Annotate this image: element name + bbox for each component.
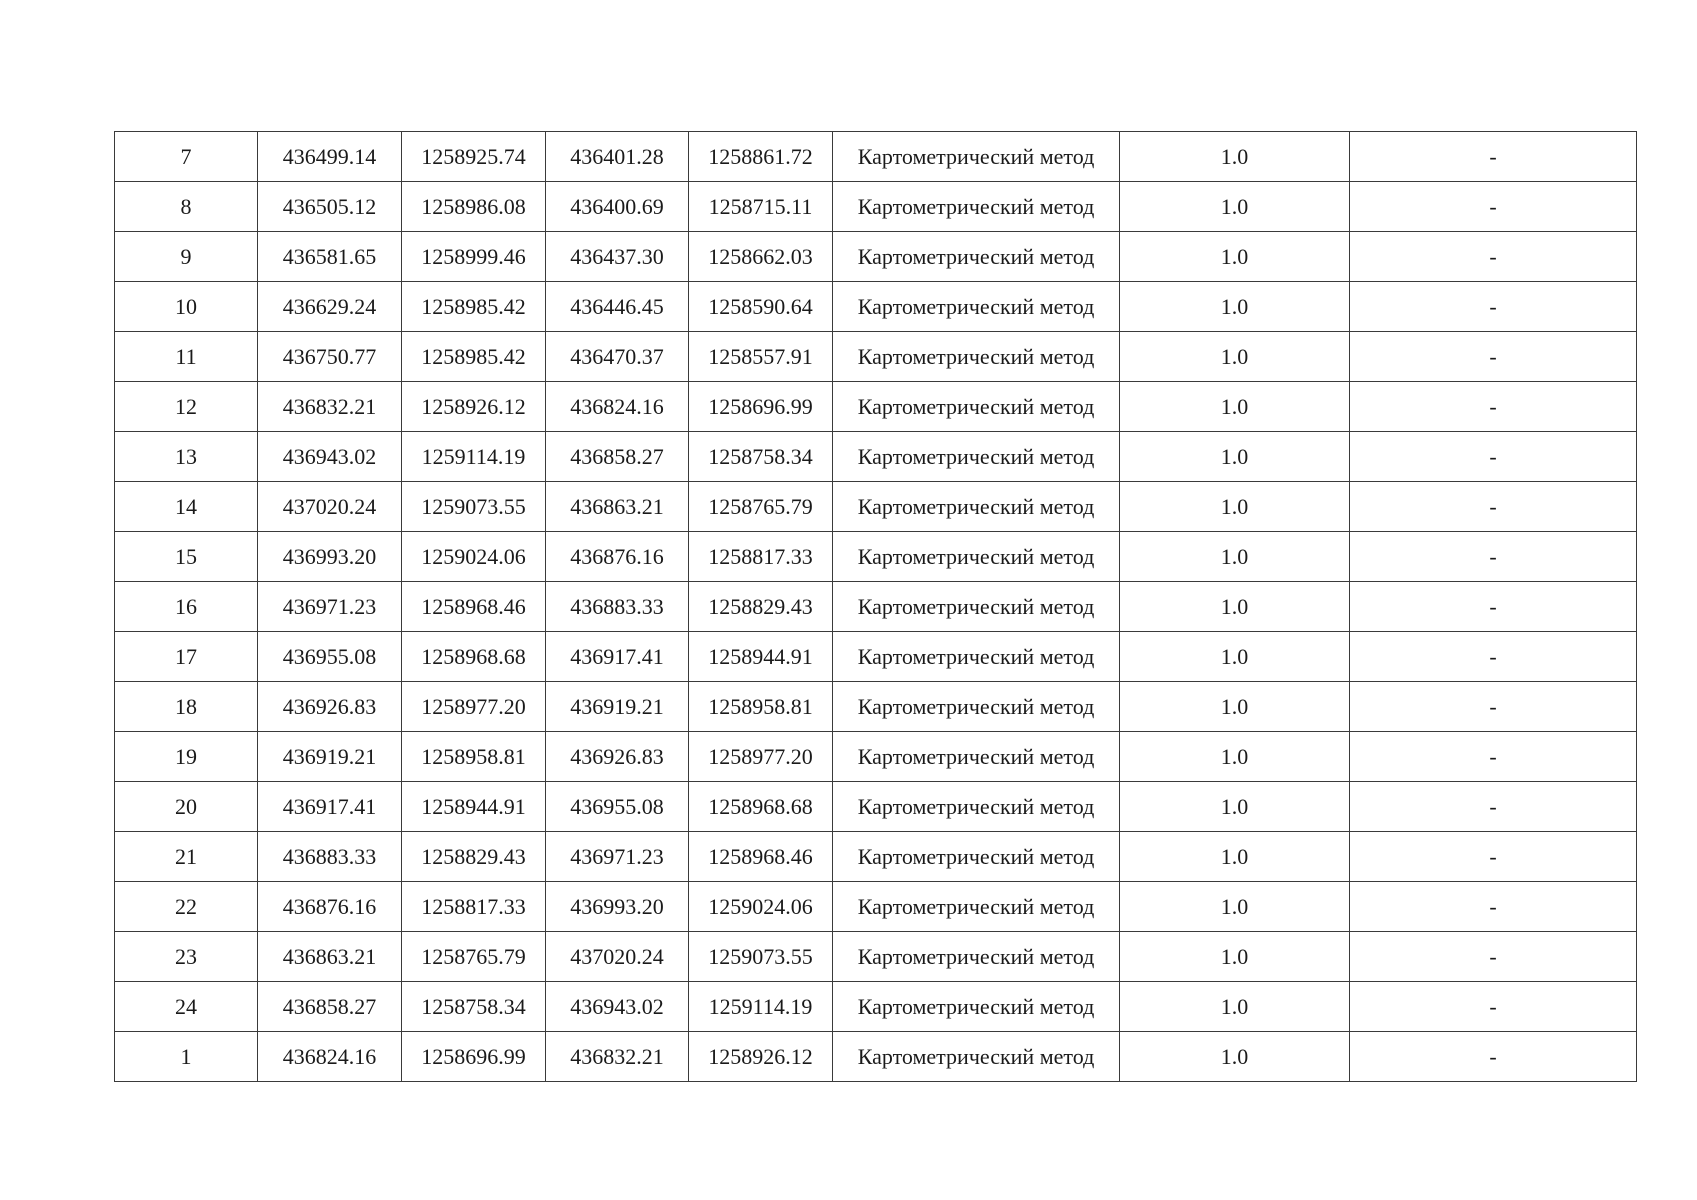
note-cell: - xyxy=(1350,682,1637,732)
accuracy-cell: 1.0 xyxy=(1120,932,1350,982)
y-new-cell: 1258926.12 xyxy=(689,1032,833,1082)
point-number-cell: 22 xyxy=(115,882,258,932)
accuracy-cell: 1.0 xyxy=(1120,982,1350,1032)
y-old-cell: 1258968.46 xyxy=(402,582,546,632)
note-cell: - xyxy=(1350,382,1637,432)
note-cell: - xyxy=(1350,932,1637,982)
note-cell: - xyxy=(1350,982,1637,1032)
table-row xyxy=(115,432,1637,482)
note-cell: - xyxy=(1350,282,1637,332)
point-number-cell: 14 xyxy=(115,482,258,532)
y-old-cell: 1258985.42 xyxy=(402,282,546,332)
accuracy-cell: 1.0 xyxy=(1120,582,1350,632)
note-cell: - xyxy=(1350,182,1637,232)
method-cell: Картометрический метод xyxy=(833,532,1120,582)
x-new-cell: 436917.41 xyxy=(546,632,689,682)
y-new-cell: 1258968.46 xyxy=(689,832,833,882)
point-number-cell: 12 xyxy=(115,382,258,432)
point-number-cell: 7 xyxy=(115,132,258,182)
y-new-cell: 1258662.03 xyxy=(689,232,833,282)
x-new-cell: 436883.33 xyxy=(546,582,689,632)
y-old-cell: 1258758.34 xyxy=(402,982,546,1032)
x-new-cell: 436943.02 xyxy=(546,982,689,1032)
accuracy-cell: 1.0 xyxy=(1120,282,1350,332)
point-number-cell: 24 xyxy=(115,982,258,1032)
x-old-cell: 436858.27 xyxy=(258,982,402,1032)
x-old-cell: 436832.21 xyxy=(258,382,402,432)
x-old-cell: 436581.65 xyxy=(258,232,402,282)
accuracy-cell: 1.0 xyxy=(1120,882,1350,932)
y-old-cell: 1258765.79 xyxy=(402,932,546,982)
y-new-cell: 1258861.72 xyxy=(689,132,833,182)
table-row xyxy=(115,582,1637,632)
y-new-cell: 1258944.91 xyxy=(689,632,833,682)
accuracy-cell: 1.0 xyxy=(1120,632,1350,682)
table-row xyxy=(115,632,1637,682)
y-old-cell: 1258958.81 xyxy=(402,732,546,782)
y-old-cell: 1259114.19 xyxy=(402,432,546,482)
y-new-cell: 1259073.55 xyxy=(689,932,833,982)
point-number-cell: 20 xyxy=(115,782,258,832)
accuracy-cell: 1.0 xyxy=(1120,382,1350,432)
y-new-cell: 1258765.79 xyxy=(689,482,833,532)
note-cell: - xyxy=(1350,782,1637,832)
x-new-cell: 436926.83 xyxy=(546,732,689,782)
y-old-cell: 1258985.42 xyxy=(402,332,546,382)
note-cell: - xyxy=(1350,332,1637,382)
y-old-cell: 1258925.74 xyxy=(402,132,546,182)
y-old-cell: 1258817.33 xyxy=(402,882,546,932)
accuracy-cell: 1.0 xyxy=(1120,832,1350,882)
method-cell: Картометрический метод xyxy=(833,732,1120,782)
table-row xyxy=(115,332,1637,382)
point-number-cell: 1 xyxy=(115,1032,258,1082)
note-cell: - xyxy=(1350,582,1637,632)
point-number-cell: 19 xyxy=(115,732,258,782)
point-number-cell: 13 xyxy=(115,432,258,482)
y-old-cell: 1258696.99 xyxy=(402,1032,546,1082)
x-new-cell: 436971.23 xyxy=(546,832,689,882)
x-old-cell: 436919.21 xyxy=(258,732,402,782)
point-number-cell: 17 xyxy=(115,632,258,682)
x-new-cell: 436400.69 xyxy=(546,182,689,232)
accuracy-cell: 1.0 xyxy=(1120,782,1350,832)
table-row xyxy=(115,782,1637,832)
method-cell: Картометрический метод xyxy=(833,782,1120,832)
y-old-cell: 1258999.46 xyxy=(402,232,546,282)
y-old-cell: 1258968.68 xyxy=(402,632,546,682)
accuracy-cell: 1.0 xyxy=(1120,532,1350,582)
x-old-cell: 436629.24 xyxy=(258,282,402,332)
y-new-cell: 1258968.68 xyxy=(689,782,833,832)
x-old-cell: 436993.20 xyxy=(258,532,402,582)
note-cell: - xyxy=(1350,482,1637,532)
x-new-cell: 436401.28 xyxy=(546,132,689,182)
method-cell: Картометрический метод xyxy=(833,982,1120,1032)
table-row xyxy=(115,182,1637,232)
y-old-cell: 1259024.06 xyxy=(402,532,546,582)
x-new-cell: 436955.08 xyxy=(546,782,689,832)
accuracy-cell: 1.0 xyxy=(1120,232,1350,282)
x-new-cell: 436858.27 xyxy=(546,432,689,482)
table-row xyxy=(115,682,1637,732)
table-row xyxy=(115,832,1637,882)
point-number-cell: 18 xyxy=(115,682,258,732)
method-cell: Картометрический метод xyxy=(833,882,1120,932)
accuracy-cell: 1.0 xyxy=(1120,182,1350,232)
x-new-cell: 436876.16 xyxy=(546,532,689,582)
y-old-cell: 1258944.91 xyxy=(402,782,546,832)
note-cell: - xyxy=(1350,882,1637,932)
y-new-cell: 1258829.43 xyxy=(689,582,833,632)
x-new-cell: 436470.37 xyxy=(546,332,689,382)
table-row xyxy=(115,532,1637,582)
x-old-cell: 436883.33 xyxy=(258,832,402,882)
note-cell: - xyxy=(1350,232,1637,282)
method-cell: Картометрический метод xyxy=(833,632,1120,682)
accuracy-cell: 1.0 xyxy=(1120,132,1350,182)
y-new-cell: 1259114.19 xyxy=(689,982,833,1032)
x-new-cell: 436824.16 xyxy=(546,382,689,432)
method-cell: Картометрический метод xyxy=(833,832,1120,882)
table-row xyxy=(115,982,1637,1032)
coordinates-table xyxy=(114,131,1637,1082)
point-number-cell: 21 xyxy=(115,832,258,882)
x-old-cell: 436917.41 xyxy=(258,782,402,832)
method-cell: Картометрический метод xyxy=(833,1032,1120,1082)
point-number-cell: 23 xyxy=(115,932,258,982)
method-cell: Картометрический метод xyxy=(833,332,1120,382)
x-old-cell: 436505.12 xyxy=(258,182,402,232)
method-cell: Картометрический метод xyxy=(833,582,1120,632)
x-new-cell: 436437.30 xyxy=(546,232,689,282)
y-new-cell: 1258590.64 xyxy=(689,282,833,332)
y-old-cell: 1258829.43 xyxy=(402,832,546,882)
point-number-cell: 16 xyxy=(115,582,258,632)
note-cell: - xyxy=(1350,132,1637,182)
y-old-cell: 1258926.12 xyxy=(402,382,546,432)
point-number-cell: 9 xyxy=(115,232,258,282)
point-number-cell: 8 xyxy=(115,182,258,232)
table-row xyxy=(115,932,1637,982)
y-new-cell: 1259024.06 xyxy=(689,882,833,932)
method-cell: Картометрический метод xyxy=(833,282,1120,332)
point-number-cell: 10 xyxy=(115,282,258,332)
x-old-cell: 436876.16 xyxy=(258,882,402,932)
table-row xyxy=(115,882,1637,932)
x-new-cell: 436832.21 xyxy=(546,1032,689,1082)
note-cell: - xyxy=(1350,632,1637,682)
table-row xyxy=(115,282,1637,332)
y-new-cell: 1258758.34 xyxy=(689,432,833,482)
note-cell: - xyxy=(1350,1032,1637,1082)
x-new-cell: 437020.24 xyxy=(546,932,689,982)
x-old-cell: 436943.02 xyxy=(258,432,402,482)
table-row xyxy=(115,132,1637,182)
table-row xyxy=(115,482,1637,532)
x-old-cell: 436750.77 xyxy=(258,332,402,382)
x-new-cell: 436919.21 xyxy=(546,682,689,732)
note-cell: - xyxy=(1350,432,1637,482)
accuracy-cell: 1.0 xyxy=(1120,1032,1350,1082)
accuracy-cell: 1.0 xyxy=(1120,332,1350,382)
method-cell: Картометрический метод xyxy=(833,182,1120,232)
y-new-cell: 1258958.81 xyxy=(689,682,833,732)
y-new-cell: 1258817.33 xyxy=(689,532,833,582)
table-row xyxy=(115,382,1637,432)
x-old-cell: 436863.21 xyxy=(258,932,402,982)
y-new-cell: 1258696.99 xyxy=(689,382,833,432)
y-new-cell: 1258715.11 xyxy=(689,182,833,232)
y-new-cell: 1258557.91 xyxy=(689,332,833,382)
method-cell: Картометрический метод xyxy=(833,382,1120,432)
point-number-cell: 11 xyxy=(115,332,258,382)
method-cell: Картометрический метод xyxy=(833,432,1120,482)
point-number-cell: 15 xyxy=(115,532,258,582)
table-row xyxy=(115,732,1637,782)
table-row xyxy=(115,232,1637,282)
x-new-cell: 436863.21 xyxy=(546,482,689,532)
x-old-cell: 436955.08 xyxy=(258,632,402,682)
method-cell: Картометрический метод xyxy=(833,682,1120,732)
table-body xyxy=(115,132,1637,1082)
x-old-cell: 436824.16 xyxy=(258,1032,402,1082)
x-old-cell: 436926.83 xyxy=(258,682,402,732)
table-row xyxy=(115,1032,1637,1082)
x-new-cell: 436993.20 xyxy=(546,882,689,932)
y-old-cell: 1258986.08 xyxy=(402,182,546,232)
method-cell: Картометрический метод xyxy=(833,232,1120,282)
accuracy-cell: 1.0 xyxy=(1120,432,1350,482)
x-old-cell: 436499.14 xyxy=(258,132,402,182)
method-cell: Картометрический метод xyxy=(833,132,1120,182)
accuracy-cell: 1.0 xyxy=(1120,682,1350,732)
note-cell: - xyxy=(1350,732,1637,782)
accuracy-cell: 1.0 xyxy=(1120,732,1350,782)
accuracy-cell: 1.0 xyxy=(1120,482,1350,532)
y-old-cell: 1259073.55 xyxy=(402,482,546,532)
method-cell: Картометрический метод xyxy=(833,482,1120,532)
x-old-cell: 437020.24 xyxy=(258,482,402,532)
note-cell: - xyxy=(1350,832,1637,882)
x-old-cell: 436971.23 xyxy=(258,582,402,632)
method-cell: Картометрический метод xyxy=(833,932,1120,982)
note-cell: - xyxy=(1350,532,1637,582)
x-new-cell: 436446.45 xyxy=(546,282,689,332)
y-old-cell: 1258977.20 xyxy=(402,682,546,732)
y-new-cell: 1258977.20 xyxy=(689,732,833,782)
